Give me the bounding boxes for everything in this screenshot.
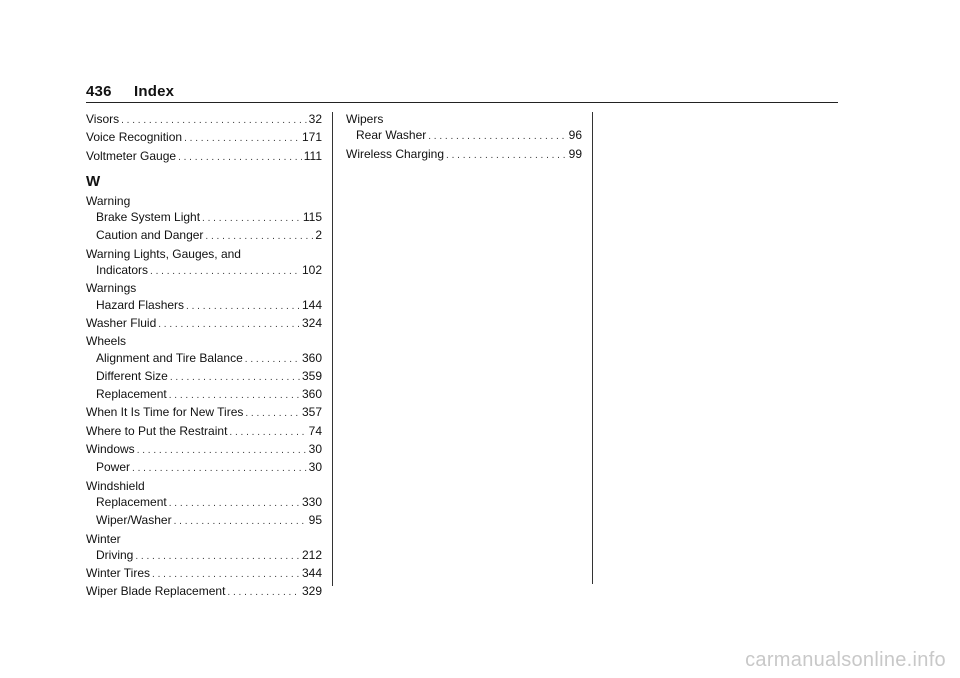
- entry-label: Windows: [86, 442, 135, 457]
- index-subentry: [346, 127, 582, 145]
- dot-leader: [186, 297, 300, 315]
- watermark: carmanualsonline.info: [745, 649, 946, 671]
- entry-label: Caution and Danger: [96, 228, 204, 243]
- entry-page-number: 99: [568, 146, 582, 161]
- index-subentry: [86, 350, 322, 368]
- index-heading-entry: [86, 280, 322, 296]
- index-heading-entry: [86, 193, 322, 209]
- entry-page-number: 74: [308, 423, 322, 438]
- entry-page-number: 32: [308, 112, 322, 126]
- entry-label: Warnings: [86, 281, 137, 296]
- index-subentry: [86, 297, 322, 315]
- index-subentry: [86, 227, 322, 245]
- entry-label: Wheels: [86, 334, 127, 349]
- entry-page-number: 330: [301, 494, 322, 509]
- index-subentry: [86, 368, 322, 386]
- page-number: 436: [86, 83, 112, 100]
- entry-label: Rear Washer: [356, 128, 427, 143]
- entry-label: Indicators: [96, 263, 149, 278]
- dot-leader: [170, 368, 300, 386]
- index-entry: [86, 565, 322, 583]
- index-heading-entry: [86, 478, 322, 494]
- index-entry: [86, 315, 322, 333]
- entry-label: Alignment and Tire Balance: [96, 350, 243, 365]
- index-subentry: [86, 512, 322, 530]
- entry-label: Visors: [86, 112, 120, 126]
- index-heading-entry: [86, 333, 322, 349]
- entry-page-number: 144: [301, 297, 322, 312]
- entry-page-number: 359: [301, 368, 322, 383]
- index-subentry: [86, 459, 322, 477]
- entry-page-number: 30: [308, 460, 322, 475]
- index-entry: [86, 423, 322, 441]
- header-rule: [86, 102, 838, 103]
- column-divider-2: [592, 112, 593, 584]
- dot-leader: [245, 350, 300, 368]
- entry-label: Voltmeter Gauge: [86, 148, 177, 163]
- dot-leader: [169, 386, 300, 404]
- entry-label: Warning Lights, Gauges, and: [86, 246, 241, 261]
- entry-page-number: 111: [303, 148, 322, 163]
- index-heading-entry: [86, 531, 322, 547]
- page-title: Index: [134, 83, 175, 100]
- entry-label: Wiper Blade Replacement: [86, 584, 226, 599]
- index-subentry: [86, 386, 322, 404]
- entry-page-number: 357: [301, 405, 322, 420]
- entry-page-number: 115: [302, 210, 322, 225]
- entry-page-number: 102: [301, 263, 322, 278]
- dot-leader: [184, 129, 300, 147]
- dot-leader: [121, 111, 307, 129]
- entry-page-number: 171: [301, 130, 322, 145]
- dot-leader: [174, 512, 307, 530]
- entry-label: Voice Recognition: [86, 130, 183, 145]
- dot-leader: [158, 315, 300, 333]
- entry-label: Hazard Flashers: [96, 297, 185, 312]
- page-header: [86, 83, 174, 100]
- dot-leader: [132, 459, 307, 477]
- dot-leader: [169, 494, 300, 512]
- dot-leader: [446, 146, 567, 164]
- dot-leader: [227, 583, 300, 601]
- column-divider-1: [332, 112, 333, 586]
- entry-label: Where to Put the Restraint: [86, 423, 228, 438]
- entry-label: Warning: [86, 193, 131, 208]
- entry-label: Washer Fluid: [86, 315, 157, 330]
- entry-label: When It Is Time for New Tires: [86, 405, 244, 420]
- dot-leader: [428, 127, 566, 145]
- entry-page-number: 360: [301, 387, 322, 402]
- entry-page-number: 212: [301, 547, 322, 562]
- entry-label: Power: [96, 460, 131, 475]
- dot-leader: [135, 547, 300, 565]
- index-heading-entry: [86, 246, 322, 262]
- entry-label: Replacement: [96, 494, 167, 509]
- index-entry: [86, 441, 322, 459]
- entry-label: Wiper/Washer: [96, 513, 172, 528]
- dot-leader: [152, 565, 300, 583]
- entry-label: Wipers: [346, 112, 384, 126]
- dot-leader: [137, 441, 307, 459]
- index-subentry: [86, 494, 322, 512]
- entry-label: Winter: [86, 531, 121, 546]
- entry-label: Brake System Light: [96, 210, 201, 225]
- index-column-1: [86, 111, 322, 602]
- entry-page-number: 324: [301, 315, 322, 330]
- entry-label: Winter Tires: [86, 566, 151, 581]
- index-entry: [86, 111, 322, 129]
- index-entry: [86, 404, 322, 422]
- dot-leader: [178, 148, 302, 166]
- index-heading-entry: [346, 111, 582, 127]
- dot-leader: [202, 209, 301, 227]
- index-entry: [86, 583, 322, 601]
- index-entry: [86, 148, 322, 166]
- entry-label: Windshield: [86, 478, 145, 493]
- entry-page-number: 329: [301, 584, 322, 599]
- dot-leader: [245, 404, 300, 422]
- entry-label: Replacement: [96, 387, 167, 402]
- index-subentry: [86, 547, 322, 565]
- entry-label: Different Size: [96, 368, 168, 383]
- dot-leader: [150, 262, 300, 280]
- index-subentry: [86, 262, 322, 280]
- entry-label: Wireless Charging: [346, 146, 445, 161]
- entry-page-number: 96: [568, 128, 582, 143]
- entry-page-number: 30: [308, 442, 322, 457]
- entry-page-number: 360: [301, 350, 322, 365]
- index-subentry: [86, 209, 322, 227]
- index-entry: [86, 129, 322, 147]
- entry-page-number: 2: [315, 228, 322, 243]
- entry-page-number: 95: [308, 513, 322, 528]
- entry-label: Driving: [96, 547, 134, 562]
- index-letter-heading: W: [86, 172, 101, 190]
- index-entry: [346, 146, 582, 164]
- entry-page-number: 344: [301, 566, 322, 581]
- dot-leader: [229, 423, 306, 441]
- dot-leader: [205, 227, 313, 245]
- index-column-2: [346, 111, 582, 164]
